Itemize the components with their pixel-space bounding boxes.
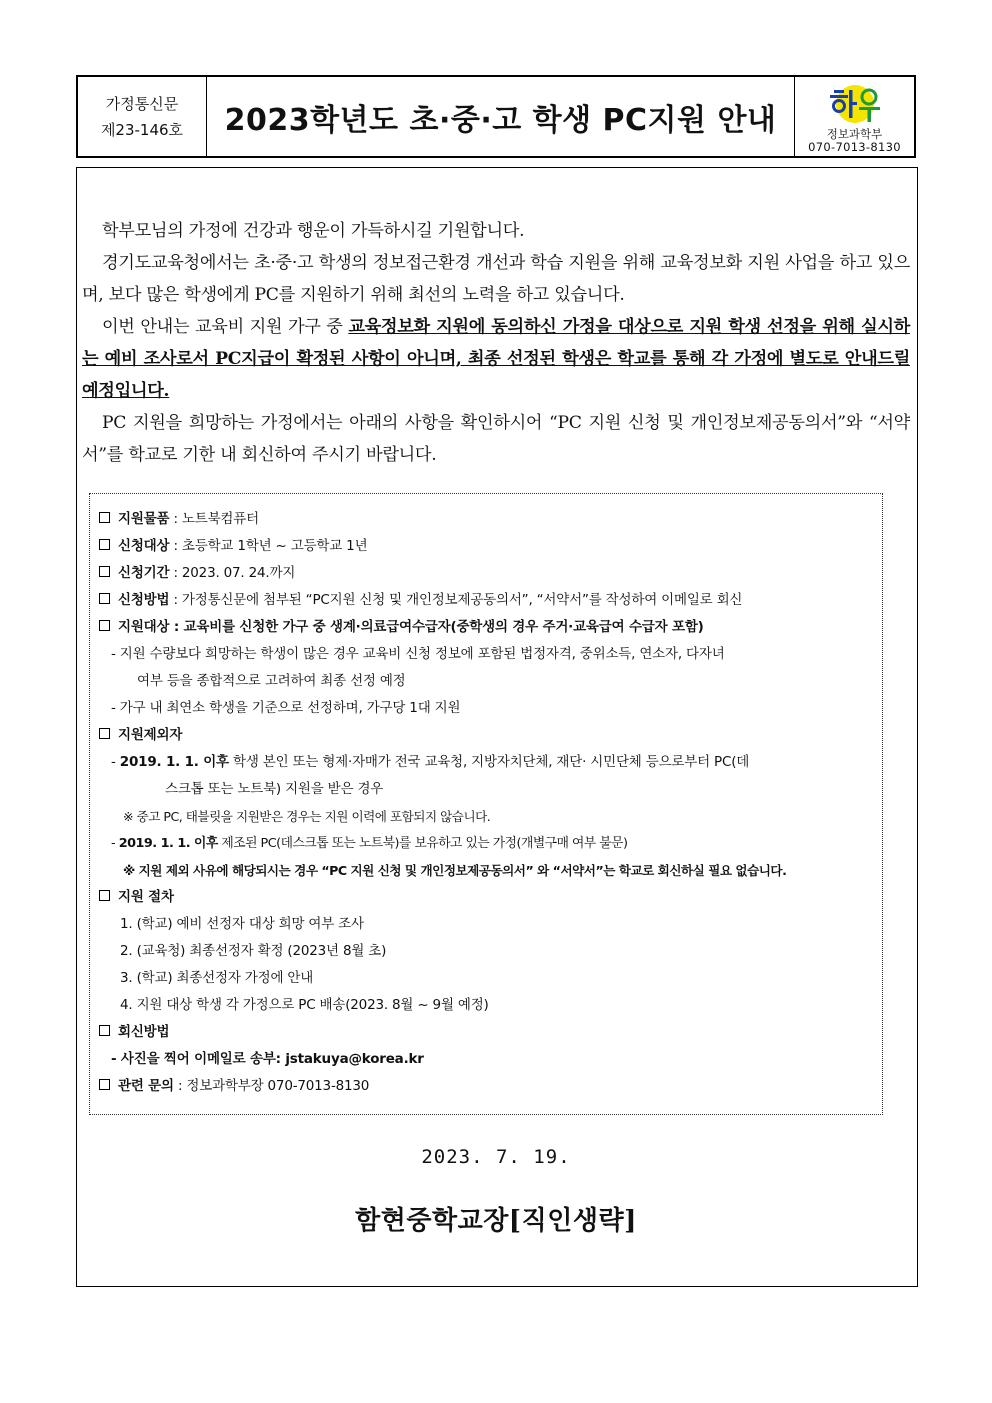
method-label: 신청방법 [118,592,170,608]
item-row [97,506,882,533]
target-value: : 초등학교 1학년 ~ 고등학교 1년 [169,538,368,554]
checkbox-square-icon [99,728,110,739]
exclude-date: 2019. 1. 1. 이후 [118,836,218,851]
procedure-step-2: 2. (교육청) 최종선정자 확정 (2023년 8월 초) [120,943,387,959]
program-paragraph: 경기도교육청에서는 초·중·고 학생의 정보접근환경 개선과 학습 지원을 위해 교육정보화 지원 사업을 하고 있으며, 보다 많은 학생에게 PC를 지원하기 위해 최선의 노력을 하고 있습니다. [82,253,910,305]
eligible-sub-1-cont: 여부 등을 종합적으로 고려하여 최종 선정 예정 [137,673,406,689]
checkbox-square-icon [99,593,110,604]
notice-emphasis: 교육정보화 지원에 동의하신 가정을 대상으로 지원 학생 선정을 위해 실시하는 예비 조사로서 PC지급이 확정된 사항이 아니며, 최종 선정된 학생은 학교를 통해 각 가정에 별도로 안내드릴 예정입니다. [82,317,910,401]
eligible-sub-2: - 가구 내 최연소 학생을 기준으로 선정하며, 가구당 1대 지원 [111,700,461,716]
checkbox-square-icon [99,890,110,901]
exclude-date: 2019. 1. 1. 이후 [119,754,229,770]
exclude-text: 제조된 PC(데스크톱 또는 노트북)를 보유하고 있는 가정(개별구매 여부 불문) [217,836,628,851]
issue-date: 2023. 7. 19. [421,1146,571,1168]
greeting-paragraph: 학부모님의 가정에 건강과 행운이 가득하시길 기원합니다. [102,221,525,241]
checkbox-square-icon [99,539,110,550]
exclude-item-2 [97,830,882,857]
principal-signature: 함현중학교장[직인생략] [355,1206,637,1236]
eligible-text: 지원대상 : 교육비를 신청한 가구 중 생계·의료급여수급자(중학생의 경우 주거·교육급여 수급자 포함) [118,619,704,635]
dept-cell [794,77,914,156]
contact-value: : 정보과학부장 070-7013-8130 [173,1078,370,1094]
target-row [97,533,882,560]
checkbox-square-icon [99,620,110,631]
exclude-row [97,722,882,749]
exclude-item-1-cont: 스크톱 또는 노트북) 지원을 받은 경우 [165,781,384,797]
item-label: 지원물품 [118,511,170,527]
procedure-step-1: 1. (학교) 예비 선정자 대상 희망 여부 조사 [120,916,364,932]
request-paragraph: PC 지원을 희망하는 가정에서는 아래의 사항을 확인하시어 “PC 지원 신청 및 개인정보제공동의서”와 “서약서”를 학교로 기한 내 회신하여 주시기 바랍니다. [82,413,910,465]
item-value: : 노트북컴퓨터 [169,511,259,527]
eligible-sub-1: - 지원 수량보다 희망하는 학생이 많은 경우 교육비 신청 정보에 포함된 법정자격, 중위소득, 연소자, 다자녀 [111,646,725,662]
checkbox-square-icon [99,512,110,523]
eligible-row [97,614,882,641]
notice-header [76,75,916,158]
exclude-dash: - [111,754,120,770]
exclude-note-1: ※ 중고 PC, 태블릿을 지원받은 경우는 지원 이력에 포함되지 않습니다. [123,809,491,824]
checkbox-square-icon [99,1025,110,1036]
exclude-dash: - [111,836,119,851]
notice-plain: 이번 안내는 교육비 지원 가구 중 [102,317,349,337]
method-value: : 가정통신문에 첨부된 “PC지원 신청 및 개인정보제공동의서”, “서약서”를 작성하여 이메일로 회신 [169,592,743,608]
target-label: 신청대상 [118,538,170,554]
method-row [97,587,882,614]
exclude-note-2: ※ 지원 제외 사유에 해당되시는 경우 “PC 지원 신청 및 개인정보제공동의서” 와 “서약서”는 학교로 회신하실 필요 없습니다. [123,863,787,878]
school-logo-icon [825,84,885,128]
reply-value: - 사진을 찍어 이메일로 송부: jstakuya@korea.kr [111,1051,424,1067]
checkbox-square-icon [99,1079,110,1090]
period-row [97,560,882,587]
dept-phone: 070-7013-8130 [808,140,901,154]
checkbox-square-icon [99,566,110,577]
info-list [97,506,882,1100]
notice-id-cell [78,77,207,156]
period-label: 신청기간 [118,565,170,581]
procedure-label: 지원 절차 [118,889,174,905]
notice-number: 제23-146호 [100,120,184,139]
exclude-text: 학생 본인 또는 형제·자매가 전국 교육청, 지방자치단체, 재단· 시민단체 등으로부터 PC(데 [228,754,750,770]
procedure-step-4: 4. 지원 대상 학생 각 가정으로 PC 배송(2023. 8월 ~ 9월 예정) [120,997,489,1013]
reply-row [97,1019,882,1046]
page-title: 2023학년도 초·중·고 학생 PC지원 안내 [224,102,777,138]
contact-row [97,1073,882,1100]
intro-section [82,215,910,471]
procedure-step-3: 3. (학교) 최종선정자 가정에 안내 [120,970,314,986]
notice-paragraph [82,311,910,407]
dept-name: 정보과학부 [826,127,883,141]
reply-label: 회신방법 [118,1024,170,1040]
notice-type: 가정통신문 [105,94,179,113]
exclude-item-1 [97,749,882,776]
procedure-row [97,884,882,911]
period-value: : 2023. 07. 24.까지 [169,565,296,581]
contact-label: 관련 문의 [118,1078,174,1094]
exclude-label: 지원제외자 [118,727,183,743]
